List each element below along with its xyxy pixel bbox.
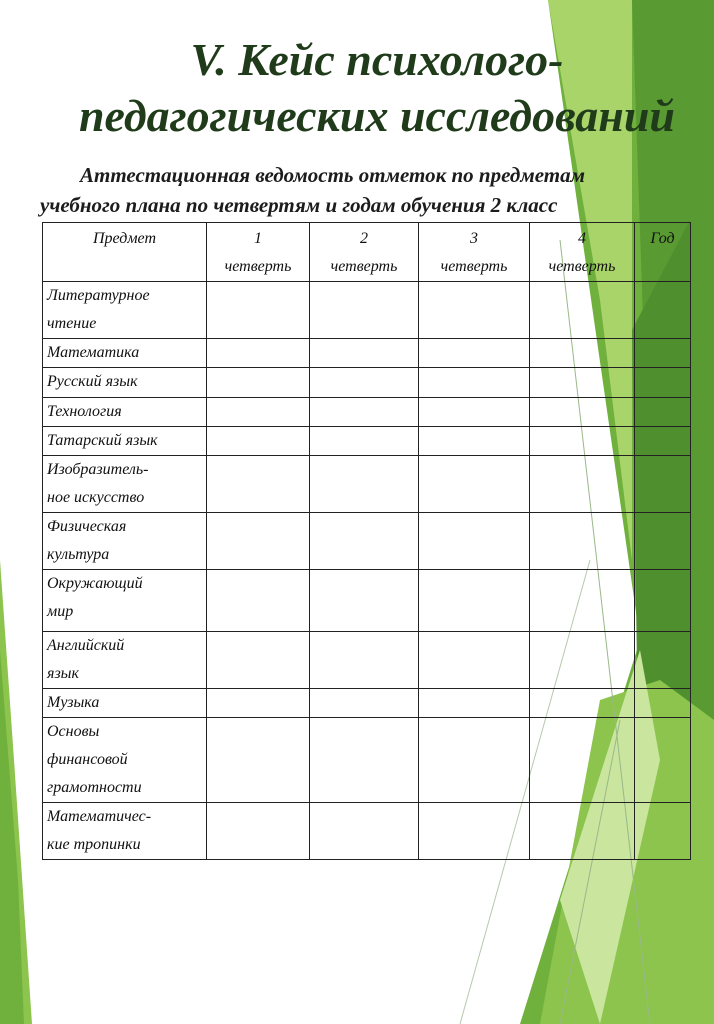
grade-cell[interactable]	[419, 398, 530, 427]
header-year: Год	[635, 223, 691, 282]
grade-cell[interactable]	[310, 339, 419, 368]
grade-cell[interactable]	[207, 803, 310, 860]
grade-cell[interactable]	[530, 427, 635, 456]
grade-cell[interactable]	[419, 339, 530, 368]
grade-cell[interactable]	[635, 513, 691, 570]
table-row	[43, 427, 691, 456]
grade-cell[interactable]	[419, 513, 530, 570]
subject-cell: Физическая культура	[43, 513, 207, 570]
page-title-line1: V. Кейс психолого-	[190, 34, 564, 85]
table-row	[43, 689, 691, 718]
grade-cell[interactable]	[310, 368, 419, 398]
grade-cell[interactable]	[207, 398, 310, 427]
grade-cell[interactable]	[530, 632, 635, 689]
grade-cell[interactable]	[419, 427, 530, 456]
subject-cell: Математика	[43, 339, 207, 368]
grade-cell[interactable]	[419, 803, 530, 860]
grade-cell[interactable]	[310, 456, 419, 513]
grade-cell[interactable]	[419, 632, 530, 689]
grade-cell[interactable]	[530, 803, 635, 860]
subject-cell: Основы финансовой грамотности	[43, 718, 207, 803]
grades-table	[42, 222, 691, 860]
grade-cell[interactable]	[635, 632, 691, 689]
grade-cell[interactable]	[310, 282, 419, 339]
grade-cell[interactable]	[635, 339, 691, 368]
grade-cell[interactable]	[530, 368, 635, 398]
grade-cell[interactable]	[635, 718, 691, 803]
table-row	[43, 718, 691, 803]
grade-cell[interactable]	[207, 632, 310, 689]
subject-cell: Изобразитель- ное искусство	[43, 456, 207, 513]
grade-cell[interactable]	[207, 689, 310, 718]
grade-cell[interactable]	[530, 570, 635, 632]
grade-cell[interactable]	[310, 513, 419, 570]
subtitle-line1: Аттестационная ведомость отметок по предметам	[80, 163, 585, 187]
grade-cell[interactable]	[530, 456, 635, 513]
grade-cell[interactable]	[310, 398, 419, 427]
grade-cell[interactable]	[419, 282, 530, 339]
grade-cell[interactable]	[207, 339, 310, 368]
page-title	[0, 32, 714, 144]
grade-cell[interactable]	[530, 339, 635, 368]
table-row	[43, 513, 691, 570]
table-row	[43, 632, 691, 689]
grade-cell[interactable]	[207, 456, 310, 513]
header-quarter-4: 4 четверть	[530, 223, 635, 282]
grade-cell[interactable]	[310, 689, 419, 718]
grade-cell[interactable]	[310, 803, 419, 860]
table-row	[43, 339, 691, 368]
grade-cell[interactable]	[635, 282, 691, 339]
grade-cell[interactable]	[419, 456, 530, 513]
header-quarter-1: 1 четверть	[207, 223, 310, 282]
header-subject: Предмет	[43, 223, 207, 282]
table-row	[43, 803, 691, 860]
grade-cell[interactable]	[635, 456, 691, 513]
subject-cell: Литературное чтение	[43, 282, 207, 339]
subject-cell: Английский язык	[43, 632, 207, 689]
grade-cell[interactable]	[310, 718, 419, 803]
grade-cell[interactable]	[310, 570, 419, 632]
header-quarter-2: 2 четверть	[310, 223, 419, 282]
grade-cell[interactable]	[207, 282, 310, 339]
grade-cell[interactable]	[635, 398, 691, 427]
grade-cell[interactable]	[207, 513, 310, 570]
grade-cell[interactable]	[207, 718, 310, 803]
grade-cell[interactable]	[419, 368, 530, 398]
grade-cell[interactable]	[530, 513, 635, 570]
grade-cell[interactable]	[530, 689, 635, 718]
grade-cell[interactable]	[530, 398, 635, 427]
table-row	[43, 282, 691, 339]
grade-cell[interactable]	[530, 718, 635, 803]
table-row	[43, 456, 691, 513]
grade-cell[interactable]	[635, 368, 691, 398]
grade-cell[interactable]	[635, 427, 691, 456]
grade-cell[interactable]	[635, 689, 691, 718]
header-quarter-3: 3 четверть	[419, 223, 530, 282]
table-row	[43, 368, 691, 398]
subject-cell: Русский язык	[43, 368, 207, 398]
subject-cell: Технология	[43, 398, 207, 427]
grade-cell[interactable]	[635, 570, 691, 632]
table-row	[43, 570, 691, 632]
subject-cell: Математичес- кие тропинки	[43, 803, 207, 860]
grade-cell[interactable]	[419, 718, 530, 803]
grade-cell[interactable]	[419, 570, 530, 632]
grade-cell[interactable]	[310, 632, 419, 689]
page-title-line2: педагогических исследований	[78, 90, 676, 141]
subject-cell: Татарский язык	[43, 427, 207, 456]
grade-cell[interactable]	[207, 427, 310, 456]
grade-cell[interactable]	[635, 803, 691, 860]
grade-cell[interactable]	[207, 368, 310, 398]
grade-cell[interactable]	[207, 570, 310, 632]
table-header-row	[43, 223, 691, 282]
grade-cell[interactable]	[530, 282, 635, 339]
document-subtitle	[40, 160, 690, 220]
subtitle-line2: учебного плана по четвертям и годам обучения 2 класс	[40, 193, 558, 217]
subject-cell: Музыка	[43, 689, 207, 718]
grade-cell[interactable]	[419, 689, 530, 718]
subject-cell: Окружающий мир	[43, 570, 207, 632]
grade-cell[interactable]	[310, 427, 419, 456]
green-stripe-left-dark	[0, 650, 24, 1024]
table-row	[43, 398, 691, 427]
